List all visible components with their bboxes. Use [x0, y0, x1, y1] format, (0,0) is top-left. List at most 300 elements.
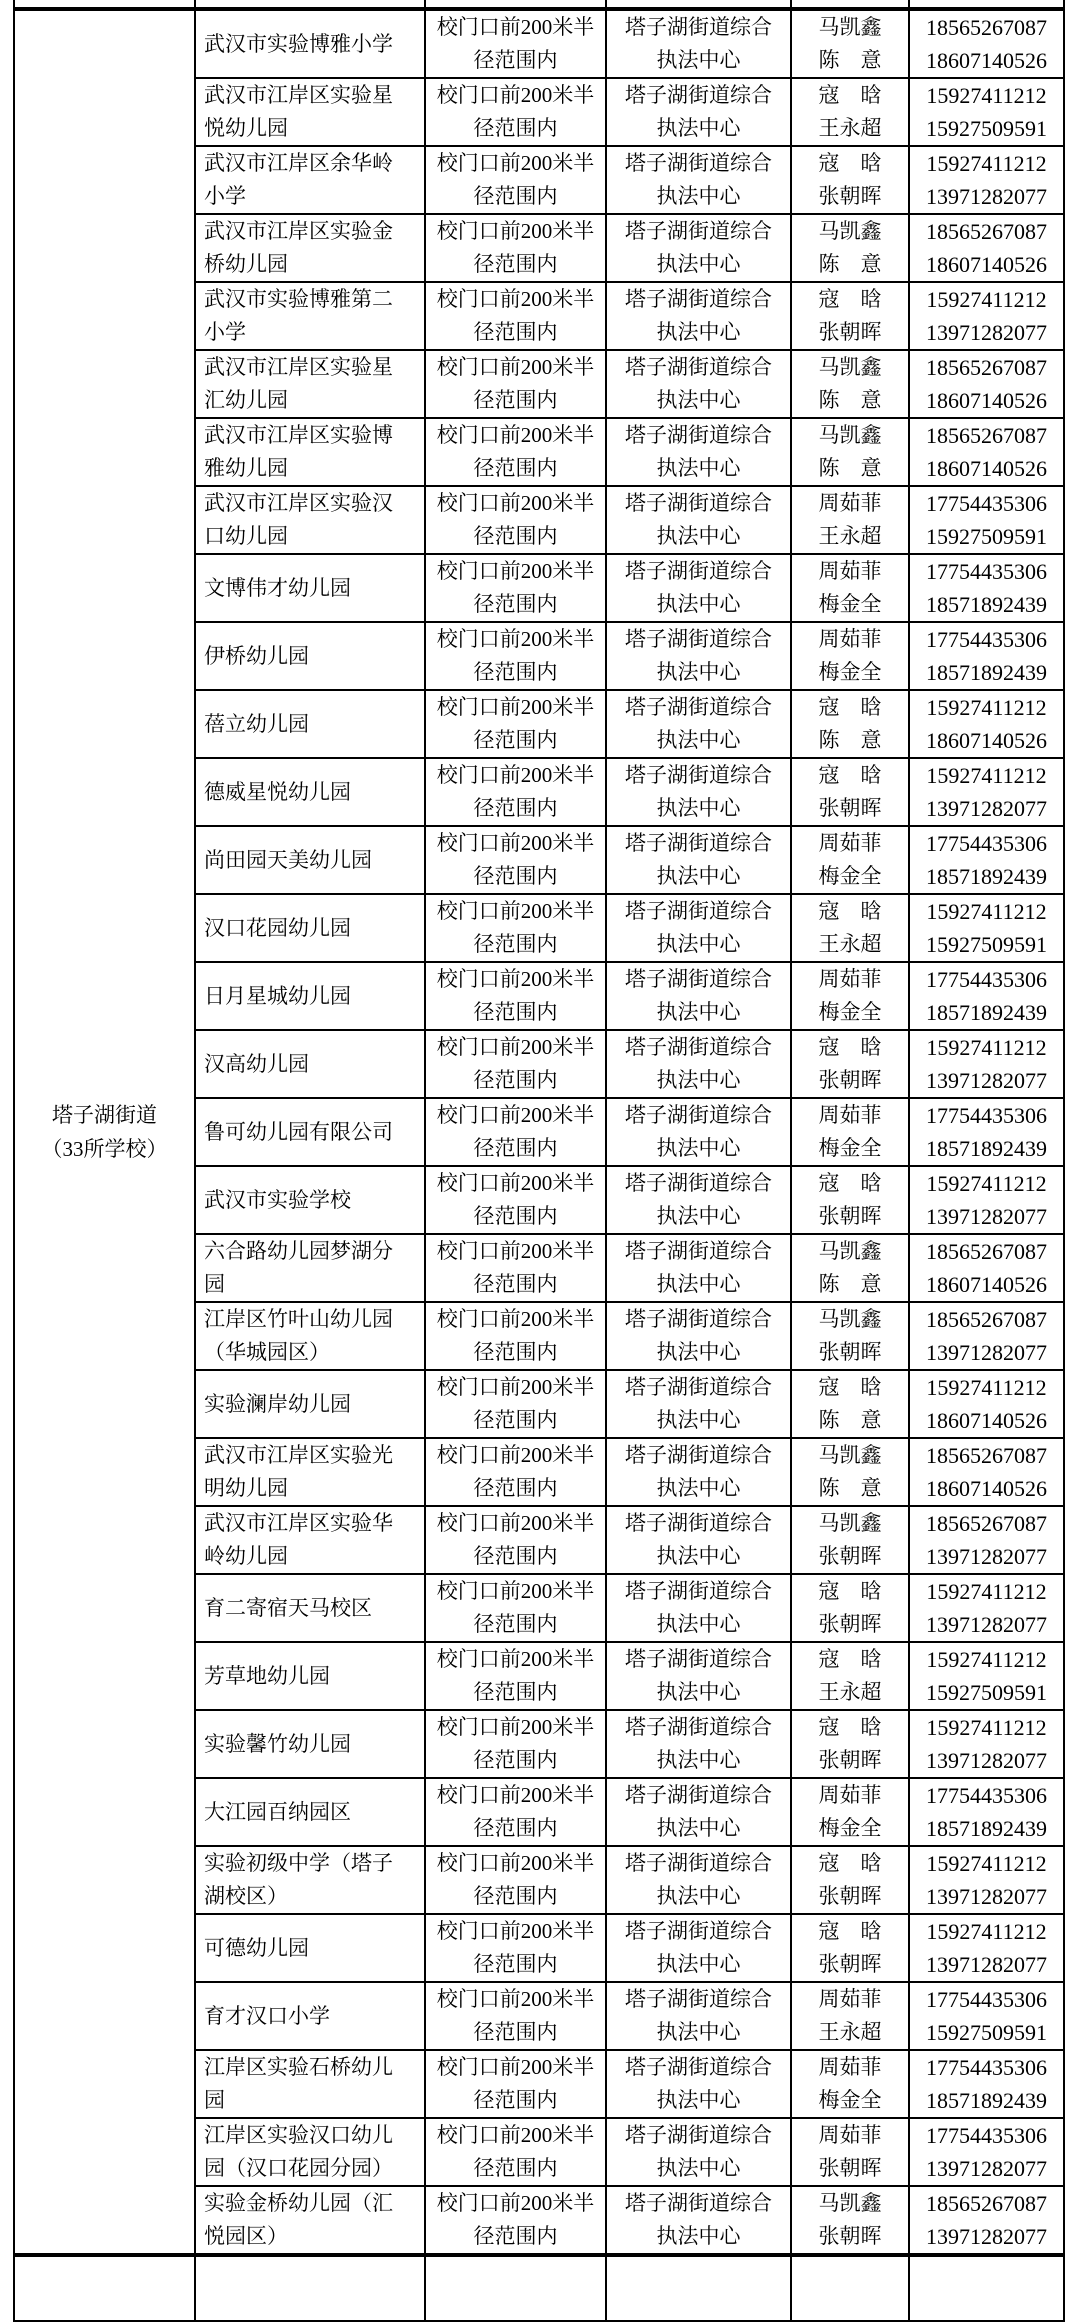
contact-phones-cell: [909, 418, 1064, 486]
patrol-range-cell: [425, 486, 606, 554]
contact-phones-cell: [909, 1778, 1064, 1846]
patrol-range-cell: [425, 1234, 606, 1302]
patrol-range-cell: [425, 690, 606, 758]
school-name-cell: 武汉市江岸区实验星汇幼儿园: [195, 350, 425, 418]
school-name-cell: 蓓立幼儿园: [195, 690, 425, 758]
enforcement-unit-line1: 塔子湖街道综合: [625, 899, 772, 923]
contact-phones-cell: [909, 1370, 1064, 1438]
enforcement-unit-line1: 塔子湖街道综合: [625, 695, 772, 719]
enforcement-unit-line1: 塔子湖街道综合: [625, 2123, 772, 2147]
contact-persons-cell: [791, 554, 909, 622]
enforcement-unit-line1: 塔子湖街道综合: [625, 1511, 772, 1535]
enforcement-unit-line1: 塔子湖街道综合: [625, 423, 772, 447]
contact-phone-2: 18607140526: [926, 456, 1047, 481]
patrol-range-line1: 校门口前200米半: [436, 967, 595, 991]
contact-persons-cell: [791, 1778, 909, 1846]
patrol-range-line2: 径范围内: [473, 1680, 558, 1704]
patrol-range-line2: 径范围内: [473, 796, 558, 820]
patrol-range-line2: 径范围内: [473, 1408, 558, 1432]
enforcement-unit-line2: 执法中心: [656, 2224, 741, 2248]
contact-person-2: 陈 意: [818, 1272, 882, 1296]
contact-person-1: 周茹菲: [818, 1103, 882, 1127]
patrol-range-cell: [425, 78, 606, 146]
contact-persons-cell: [791, 962, 909, 1030]
patrol-range-line2: 径范围内: [473, 592, 558, 616]
contact-phones-cell: [909, 1914, 1064, 1982]
enforcement-unit-line1: 塔子湖街道综合: [625, 355, 772, 379]
schools-table-container: [13, 0, 1065, 2322]
patrol-range-line2: 径范围内: [473, 2156, 558, 2180]
contact-phones-cell: [909, 758, 1064, 826]
contact-phone-1: 17754435306: [926, 967, 1047, 992]
empty-cell: [909, 2255, 1064, 2321]
enforcement-unit-cell: [606, 1846, 791, 1914]
patrol-range-line2: 径范围内: [473, 1816, 558, 1840]
contact-phone-2: 13971282077: [926, 2224, 1047, 2249]
contact-phone-1: 17754435306: [926, 1103, 1047, 1128]
enforcement-unit-cell: [606, 1438, 791, 1506]
patrol-range-line1: 校门口前200米半: [436, 1647, 595, 1671]
enforcement-unit-line1: 塔子湖街道综合: [625, 1103, 772, 1127]
contact-person-1: 马凯鑫: [818, 2191, 882, 2215]
contact-person-2: 陈 意: [818, 456, 882, 480]
enforcement-unit-cell: [606, 1166, 791, 1234]
enforcement-unit-line2: 执法中心: [656, 1408, 741, 1432]
contact-person-2: 张朝晖: [818, 1748, 882, 1772]
contact-person-1: 周茹菲: [818, 2055, 882, 2079]
contact-person-2: 梅金全: [818, 1136, 882, 1160]
contact-person-2: 张朝晖: [818, 1884, 882, 1908]
enforcement-unit-cell: [606, 1574, 791, 1642]
contact-persons-cell: [791, 2186, 909, 2255]
contact-phones-cell: [909, 1166, 1064, 1234]
contact-phone-2: 18607140526: [926, 1408, 1047, 1433]
contact-phone-2: 13971282077: [926, 1544, 1047, 1569]
patrol-range-line1: 校门口前200米半: [436, 1443, 595, 1467]
patrol-range-cell: [425, 1370, 606, 1438]
contact-person-1: 寇 晗: [818, 1647, 882, 1671]
contact-phones-cell: [909, 894, 1064, 962]
contact-phone-1: 15927411212: [926, 151, 1047, 176]
patrol-range-cell: [425, 1642, 606, 1710]
school-name-cell: 文博伟才幼儿园: [195, 554, 425, 622]
enforcement-unit-cell: [606, 894, 791, 962]
contact-phones-cell: [909, 486, 1064, 554]
enforcement-unit-cell: [606, 350, 791, 418]
enforcement-unit-cell: [606, 418, 791, 486]
patrol-range-line2: 径范围内: [473, 184, 558, 208]
contact-phone-1: 18565267087: [926, 423, 1047, 448]
contact-phone-1: 18565267087: [926, 219, 1047, 244]
contact-phone-1: 18565267087: [926, 1511, 1047, 1536]
contact-phone-1: 18565267087: [926, 355, 1047, 380]
contact-phone-2: 13971282077: [926, 796, 1047, 821]
enforcement-unit-cell: [606, 1982, 791, 2050]
enforcement-unit-cell: [606, 758, 791, 826]
contact-persons-cell: [791, 1302, 909, 1370]
enforcement-unit-line1: 塔子湖街道综合: [625, 1987, 772, 2011]
contact-person-2: 张朝晖: [818, 1204, 882, 1228]
patrol-range-line1: 校门口前200米半: [436, 151, 595, 175]
contact-person-1: 周茹菲: [818, 559, 882, 583]
enforcement-unit-line2: 执法中心: [656, 1884, 741, 1908]
contact-persons-cell: [791, 1846, 909, 1914]
contact-phone-2: 15927509591: [926, 524, 1047, 549]
patrol-range-cell: [425, 1710, 606, 1778]
empty-cell: [195, 0, 425, 9]
contact-persons-cell: [791, 282, 909, 350]
contact-phone-2: 18607140526: [926, 728, 1047, 753]
enforcement-unit-cell: [606, 486, 791, 554]
contact-phones-cell: [909, 622, 1064, 690]
enforcement-unit-cell: [606, 146, 791, 214]
patrol-range-line1: 校门口前200米半: [436, 1783, 595, 1807]
contact-person-1: 马凯鑫: [818, 1511, 882, 1535]
contact-person-1: 周茹菲: [818, 627, 882, 651]
school-name-cell: 育二寄宿天马校区: [195, 1574, 425, 1642]
contact-phone-2: 13971282077: [926, 1884, 1047, 1909]
patrol-range-line2: 径范围内: [473, 1748, 558, 1772]
contact-phone-2: 18571892439: [926, 1000, 1047, 1025]
empty-cell: [14, 0, 195, 9]
contact-person-1: 周茹菲: [818, 491, 882, 515]
patrol-range-cell: [425, 1506, 606, 1574]
enforcement-unit-cell: [606, 2050, 791, 2118]
contact-phone-1: 17754435306: [926, 627, 1047, 652]
enforcement-unit-cell: [606, 1914, 791, 1982]
patrol-range-line2: 径范围内: [473, 1204, 558, 1228]
patrol-range-line1: 校门口前200米半: [436, 2055, 595, 2079]
enforcement-unit-line1: 塔子湖街道综合: [625, 1375, 772, 1399]
school-name-cell: 江岸区竹叶山幼儿园（华城园区）: [195, 1302, 425, 1370]
table-row: [14, 9, 1064, 78]
contact-phones-cell: [909, 1098, 1064, 1166]
contact-person-2: 陈 意: [818, 252, 882, 276]
enforcement-unit-cell: [606, 9, 791, 78]
patrol-range-line1: 校门口前200米半: [436, 491, 595, 515]
contact-phones-cell: [909, 554, 1064, 622]
contact-phone-1: 18565267087: [926, 1443, 1047, 1468]
contact-persons-cell: [791, 690, 909, 758]
contact-persons-cell: [791, 146, 909, 214]
school-name-cell: 武汉市实验博雅第二小学: [195, 282, 425, 350]
contact-person-2: 张朝晖: [818, 320, 882, 344]
contact-person-1: 马凯鑫: [818, 15, 882, 39]
enforcement-unit-cell: [606, 78, 791, 146]
contact-phones-cell: [909, 1234, 1064, 1302]
school-name-cell: 育才汉口小学: [195, 1982, 425, 2050]
contact-phone-2: 13971282077: [926, 1340, 1047, 1365]
contact-phone-1: 15927411212: [926, 83, 1047, 108]
empty-cell: [606, 0, 791, 9]
contact-phone-2: 18607140526: [926, 388, 1047, 413]
enforcement-unit-line2: 执法中心: [656, 1272, 741, 1296]
contact-person-2: 王永超: [818, 932, 882, 956]
contact-phones-cell: [909, 9, 1064, 78]
contact-person-1: 马凯鑫: [818, 423, 882, 447]
school-name-cell: 江岸区实验汉口幼儿园（汉口花园分园）: [195, 2118, 425, 2186]
enforcement-unit-line2: 执法中心: [656, 1680, 741, 1704]
contact-phone-2: 18571892439: [926, 592, 1047, 617]
contact-person-1: 周茹菲: [818, 967, 882, 991]
contact-phone-2: 15927509591: [926, 1680, 1047, 1705]
patrol-range-cell: [425, 1778, 606, 1846]
enforcement-unit-line1: 塔子湖街道综合: [625, 2055, 772, 2079]
contact-phone-2: 13971282077: [926, 1068, 1047, 1093]
enforcement-unit-line2: 执法中心: [656, 1748, 741, 1772]
empty-cell: [791, 2255, 909, 2321]
enforcement-unit-line2: 执法中心: [656, 1340, 741, 1364]
patrol-range-cell: [425, 350, 606, 418]
patrol-range-cell: [425, 758, 606, 826]
school-name-cell: 实验金桥幼儿园（汇悦园区）: [195, 2186, 425, 2255]
street-merged-cell: [14, 9, 195, 2255]
patrol-range-line2: 径范围内: [473, 116, 558, 140]
patrol-range-line2: 径范围内: [473, 1068, 558, 1092]
contact-persons-cell: [791, 486, 909, 554]
patrol-range-cell: [425, 9, 606, 78]
empty-cell: [606, 2255, 791, 2321]
contact-phones-cell: [909, 690, 1064, 758]
patrol-range-line2: 径范围内: [473, 524, 558, 548]
contact-phone-2: 18607140526: [926, 252, 1047, 277]
contact-phones-cell: [909, 1642, 1064, 1710]
contact-phone-2: 18571892439: [926, 660, 1047, 685]
school-name-cell: 汉高幼儿园: [195, 1030, 425, 1098]
patrol-range-line2: 径范围内: [473, 1000, 558, 1024]
enforcement-unit-line2: 执法中心: [656, 592, 741, 616]
enforcement-unit-line1: 塔子湖街道综合: [625, 1919, 772, 1943]
enforcement-unit-line1: 塔子湖街道综合: [625, 1647, 772, 1671]
patrol-range-cell: [425, 418, 606, 486]
patrol-range-line1: 校门口前200米半: [436, 83, 595, 107]
enforcement-unit-line2: 执法中心: [656, 1544, 741, 1568]
patrol-range-cell: [425, 1982, 606, 2050]
contact-phone-2: 13971282077: [926, 1204, 1047, 1229]
patrol-range-line1: 校门口前200米半: [436, 559, 595, 583]
contact-person-1: 寇 晗: [818, 1579, 882, 1603]
patrol-range-cell: [425, 1030, 606, 1098]
enforcement-unit-line2: 执法中心: [656, 48, 741, 72]
contact-phone-1: 15927411212: [926, 899, 1047, 924]
contact-phone-1: 17754435306: [926, 1987, 1047, 2012]
patrol-range-line1: 校门口前200米半: [436, 1307, 595, 1331]
patrol-range-line2: 径范围内: [473, 2224, 558, 2248]
contact-person-1: 马凯鑫: [818, 355, 882, 379]
school-name-cell: 武汉市实验博雅小学: [195, 9, 425, 78]
patrol-range-line2: 径范围内: [473, 2088, 558, 2112]
contact-person-1: 寇 晗: [818, 695, 882, 719]
school-name-cell: 武汉市江岸区实验汉口幼儿园: [195, 486, 425, 554]
patrol-range-line2: 径范围内: [473, 320, 558, 344]
enforcement-unit-cell: [606, 1642, 791, 1710]
contact-persons-cell: [791, 1710, 909, 1778]
contact-person-1: 马凯鑫: [818, 1307, 882, 1331]
empty-cell: [425, 2255, 606, 2321]
school-name-cell: 武汉市实验学校: [195, 1166, 425, 1234]
enforcement-unit-line1: 塔子湖街道综合: [625, 763, 772, 787]
patrol-range-line1: 校门口前200米半: [436, 831, 595, 855]
contact-person-2: 王永超: [818, 116, 882, 140]
empty-cell: [425, 0, 606, 9]
contact-persons-cell: [791, 1234, 909, 1302]
contact-phone-1: 15927411212: [926, 1715, 1047, 1740]
enforcement-unit-line2: 执法中心: [656, 320, 741, 344]
contact-persons-cell: [791, 214, 909, 282]
enforcement-unit-line1: 塔子湖街道综合: [625, 1035, 772, 1059]
partial-row-top: [14, 0, 1064, 9]
patrol-range-cell: [425, 1098, 606, 1166]
patrol-range-cell: [425, 894, 606, 962]
contact-phone-1: 15927411212: [926, 1851, 1047, 1876]
enforcement-unit-line2: 执法中心: [656, 660, 741, 684]
patrol-range-line1: 校门口前200米半: [436, 1511, 595, 1535]
enforcement-unit-line1: 塔子湖街道综合: [625, 1307, 772, 1331]
patrol-range-line2: 径范围内: [473, 2020, 558, 2044]
contact-persons-cell: [791, 1098, 909, 1166]
patrol-range-line1: 校门口前200米半: [436, 695, 595, 719]
contact-phones-cell: [909, 2118, 1064, 2186]
contact-person-1: 寇 晗: [818, 83, 882, 107]
school-name-cell: 汉口花园幼儿园: [195, 894, 425, 962]
patrol-range-cell: [425, 826, 606, 894]
enforcement-unit-line2: 执法中心: [656, 932, 741, 956]
contact-persons-cell: [791, 826, 909, 894]
patrol-range-line1: 校门口前200米半: [436, 355, 595, 379]
patrol-range-cell: [425, 1166, 606, 1234]
enforcement-unit-cell: [606, 2118, 791, 2186]
partial-row-bottom: [14, 2255, 1064, 2321]
patrol-range-cell: [425, 282, 606, 350]
enforcement-unit-line2: 执法中心: [656, 116, 741, 140]
contact-phone-2: 18571892439: [926, 2088, 1047, 2113]
enforcement-unit-line2: 执法中心: [656, 1204, 741, 1228]
enforcement-unit-cell: [606, 826, 791, 894]
patrol-range-cell: [425, 1574, 606, 1642]
contact-person-1: 周茹菲: [818, 1987, 882, 2011]
contact-phone-2: 13971282077: [926, 2156, 1047, 2181]
contact-person-1: 寇 晗: [818, 1375, 882, 1399]
contact-person-2: 梅金全: [818, 1816, 882, 1840]
contact-phones-cell: [909, 2050, 1064, 2118]
enforcement-unit-line2: 执法中心: [656, 1136, 741, 1160]
patrol-range-line2: 径范围内: [473, 1952, 558, 1976]
school-name-cell: 武汉市江岸区实验星悦幼儿园: [195, 78, 425, 146]
contact-person-2: 梅金全: [818, 1000, 882, 1024]
contact-phone-1: 18565267087: [926, 15, 1047, 40]
contact-persons-cell: [791, 1166, 909, 1234]
enforcement-unit-line2: 执法中心: [656, 1952, 741, 1976]
schools-table-body: [14, 0, 1064, 2321]
contact-person-1: 寇 晗: [818, 1715, 882, 1739]
contact-phones-cell: [909, 1982, 1064, 2050]
contact-phone-1: 18565267087: [926, 2191, 1047, 2216]
patrol-range-line2: 径范围内: [473, 1884, 558, 1908]
contact-person-1: 寇 晗: [818, 899, 882, 923]
patrol-range-line2: 径范围内: [473, 1544, 558, 1568]
school-name-cell: 武汉市江岸区实验博雅幼儿园: [195, 418, 425, 486]
contact-person-2: 梅金全: [818, 592, 882, 616]
enforcement-unit-line2: 执法中心: [656, 2020, 741, 2044]
enforcement-unit-line1: 塔子湖街道综合: [625, 831, 772, 855]
contact-person-1: 寇 晗: [818, 1919, 882, 1943]
contact-phone-1: 18565267087: [926, 1307, 1047, 1332]
contact-phone-1: 18565267087: [926, 1239, 1047, 1264]
contact-phone-2: 18571892439: [926, 1136, 1047, 1161]
enforcement-unit-line2: 执法中心: [656, 1000, 741, 1024]
contact-phone-1: 15927411212: [926, 1647, 1047, 1672]
contact-persons-cell: [791, 1914, 909, 1982]
contact-phones-cell: [909, 1574, 1064, 1642]
patrol-range-line1: 校门口前200米半: [436, 1579, 595, 1603]
enforcement-unit-line1: 塔子湖街道综合: [625, 1783, 772, 1807]
contact-phone-1: 15927411212: [926, 1035, 1047, 1060]
schools-table: [13, 0, 1065, 2322]
enforcement-unit-line1: 塔子湖街道综合: [625, 151, 772, 175]
contact-phone-1: 15927411212: [926, 1375, 1047, 1400]
patrol-range-line1: 校门口前200米半: [436, 1987, 595, 2011]
patrol-range-cell: [425, 1438, 606, 1506]
contact-phones-cell: [909, 826, 1064, 894]
enforcement-unit-cell: [606, 962, 791, 1030]
contact-phones-cell: [909, 1302, 1064, 1370]
enforcement-unit-line1: 塔子湖街道综合: [625, 1239, 772, 1263]
contact-phone-2: 13971282077: [926, 1612, 1047, 1637]
enforcement-unit-cell: [606, 1370, 791, 1438]
patrol-range-line1: 校门口前200米半: [436, 1919, 595, 1943]
street-name: 塔子湖街道: [52, 1103, 157, 1127]
enforcement-unit-line2: 执法中心: [656, 796, 741, 820]
contact-phone-1: 15927411212: [926, 1171, 1047, 1196]
enforcement-unit-line1: 塔子湖街道综合: [625, 967, 772, 991]
enforcement-unit-cell: [606, 2186, 791, 2255]
patrol-range-line2: 径范围内: [473, 1136, 558, 1160]
enforcement-unit-line1: 塔子湖街道综合: [625, 15, 772, 39]
patrol-range-line1: 校门口前200米半: [436, 2123, 595, 2147]
contact-persons-cell: [791, 418, 909, 486]
contact-person-2: 梅金全: [818, 2088, 882, 2112]
enforcement-unit-line1: 塔子湖街道综合: [625, 1171, 772, 1195]
contact-person-1: 寇 晗: [818, 1171, 882, 1195]
contact-phone-2: 18607140526: [926, 1476, 1047, 1501]
contact-phone-2: 13971282077: [926, 320, 1047, 345]
enforcement-unit-cell: [606, 554, 791, 622]
contact-phones-cell: [909, 214, 1064, 282]
school-name-cell: 武汉市江岸区实验金桥幼儿园: [195, 214, 425, 282]
enforcement-unit-cell: [606, 282, 791, 350]
school-name-cell: 伊桥幼儿园: [195, 622, 425, 690]
patrol-range-line2: 径范围内: [473, 1340, 558, 1364]
patrol-range-cell: [425, 962, 606, 1030]
patrol-range-line2: 径范围内: [473, 932, 558, 956]
enforcement-unit-line2: 执法中心: [656, 388, 741, 412]
enforcement-unit-line1: 塔子湖街道综合: [625, 1579, 772, 1603]
contact-phones-cell: [909, 78, 1064, 146]
contact-phone-1: 17754435306: [926, 491, 1047, 516]
school-name-cell: 武汉市江岸区实验光明幼儿园: [195, 1438, 425, 1506]
patrol-range-line1: 校门口前200米半: [436, 1239, 595, 1263]
contact-phones-cell: [909, 1438, 1064, 1506]
contact-phone-2: 13971282077: [926, 184, 1047, 209]
empty-cell: [195, 2255, 425, 2321]
contact-phones-cell: [909, 1710, 1064, 1778]
enforcement-unit-cell: [606, 1030, 791, 1098]
contact-persons-cell: [791, 1438, 909, 1506]
contact-persons-cell: [791, 1030, 909, 1098]
enforcement-unit-line1: 塔子湖街道综合: [625, 1851, 772, 1875]
contact-person-2: 王永超: [818, 1680, 882, 1704]
contact-phone-2: 18607140526: [926, 48, 1047, 73]
